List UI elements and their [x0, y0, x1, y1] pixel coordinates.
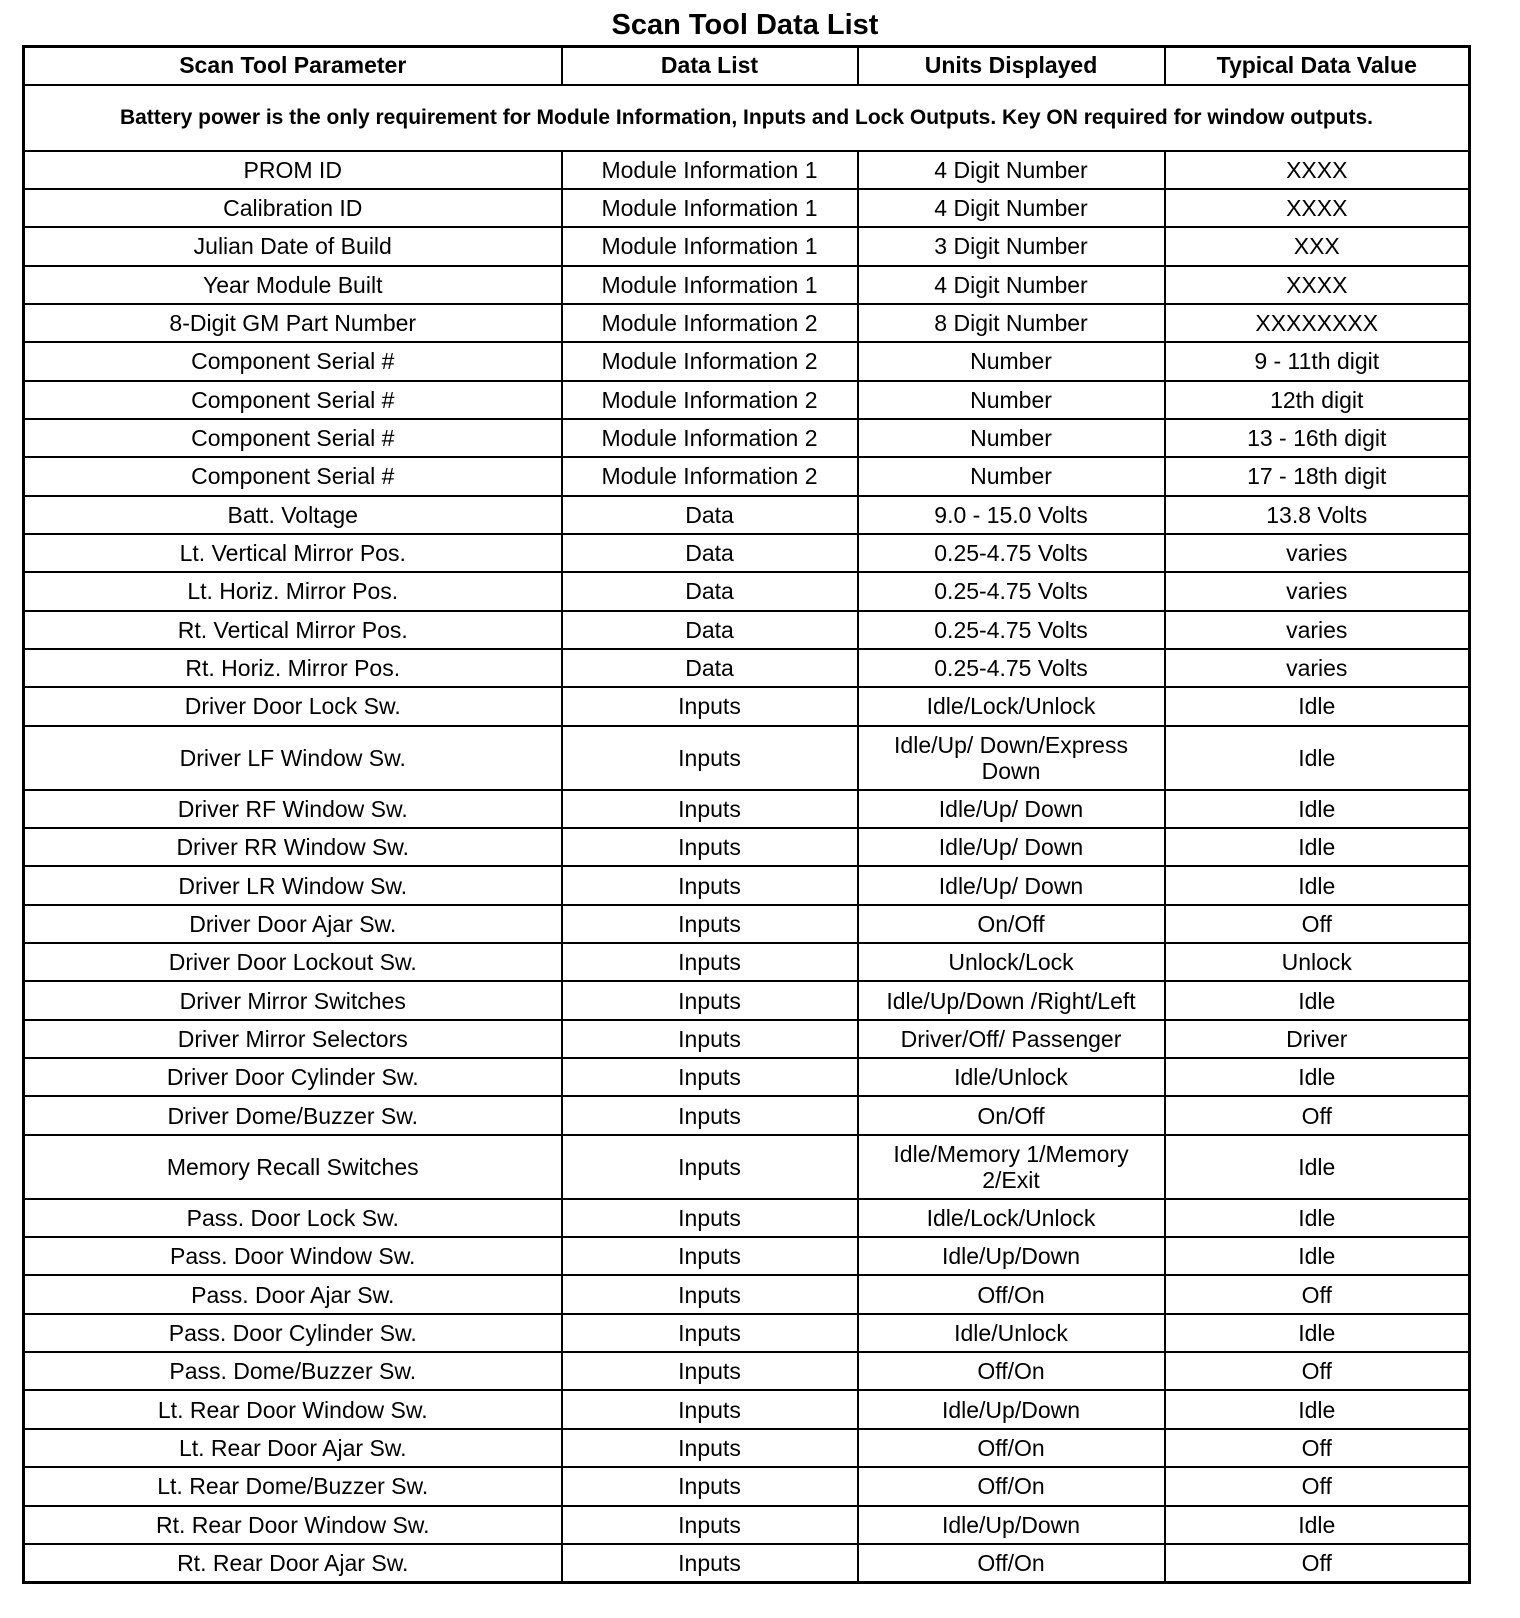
cell-parameter: Lt. Vertical Mirror Pos.	[24, 534, 562, 572]
cell-parameter: Driver RF Window Sw.	[24, 790, 562, 828]
cell-typical-value: varies	[1165, 534, 1470, 572]
cell-units: Idle/Up/Down /Right/Left	[858, 981, 1165, 1019]
cell-units: 0.25-4.75 Volts	[858, 649, 1165, 687]
cell-typical-value: Idle	[1165, 1390, 1470, 1428]
cell-units: 0.25-4.75 Volts	[858, 611, 1165, 649]
cell-data-list: Inputs	[562, 1275, 858, 1313]
cell-parameter: Pass. Door Ajar Sw.	[24, 1275, 562, 1313]
cell-units: Idle/Up/ Down	[858, 866, 1165, 904]
column-header-parameter: Scan Tool Parameter	[24, 47, 562, 85]
cell-data-list: Data	[562, 649, 858, 687]
cell-units: Number	[858, 457, 1165, 495]
table-row	[24, 534, 1470, 572]
cell-units: Off/On	[858, 1275, 1165, 1313]
cell-data-list: Module Information 1	[562, 227, 858, 265]
cell-units: Number	[858, 342, 1165, 380]
table-row	[24, 943, 1470, 981]
cell-data-list: Data	[562, 534, 858, 572]
cell-parameter: Pass. Door Cylinder Sw.	[24, 1314, 562, 1352]
cell-data-list: Inputs	[562, 1544, 858, 1582]
note-row	[24, 85, 1470, 151]
cell-data-list: Inputs	[562, 1314, 858, 1352]
cell-parameter: Calibration ID	[24, 189, 562, 227]
cell-typical-value: Off	[1165, 1352, 1470, 1390]
table-row	[24, 304, 1470, 342]
cell-typical-value: Off	[1165, 905, 1470, 943]
cell-data-list: Module Information 2	[562, 419, 858, 457]
cell-typical-value: Idle	[1165, 1237, 1470, 1275]
cell-data-list: Module Information 1	[562, 189, 858, 227]
table-row	[24, 790, 1470, 828]
table-row	[24, 381, 1470, 419]
cell-typical-value: varies	[1165, 611, 1470, 649]
cell-typical-value: varies	[1165, 649, 1470, 687]
column-header-units: Units Displayed	[858, 47, 1165, 85]
cell-typical-value: Idle	[1165, 1314, 1470, 1352]
cell-units: Idle/Up/ Down	[858, 790, 1165, 828]
cell-typical-value: Idle	[1165, 687, 1470, 725]
table-row	[24, 1199, 1470, 1237]
cell-parameter: Driver Door Lockout Sw.	[24, 943, 562, 981]
cell-data-list: Inputs	[562, 981, 858, 1019]
cell-data-list: Inputs	[562, 905, 858, 943]
table-body	[24, 85, 1470, 1583]
cell-units: Idle/Up/Down	[858, 1390, 1165, 1428]
cell-data-list: Module Information 1	[562, 266, 858, 304]
column-header-typical-value: Typical Data Value	[1165, 47, 1470, 85]
cell-parameter: Component Serial #	[24, 381, 562, 419]
table-row	[24, 1135, 1470, 1199]
cell-data-list: Module Information 2	[562, 342, 858, 380]
cell-typical-value: 9 - 11th digit	[1165, 342, 1470, 380]
cell-parameter: Pass. Door Lock Sw.	[24, 1199, 562, 1237]
cell-data-list: Inputs	[562, 1506, 858, 1544]
cell-parameter: 8-Digit GM Part Number	[24, 304, 562, 342]
cell-units: Driver/Off/ Passenger	[858, 1020, 1165, 1058]
cell-parameter: Driver Mirror Switches	[24, 981, 562, 1019]
table-row	[24, 1314, 1470, 1352]
cell-typical-value: 12th digit	[1165, 381, 1470, 419]
cell-parameter: Rt. Horiz. Mirror Pos.	[24, 649, 562, 687]
cell-parameter: Driver LR Window Sw.	[24, 866, 562, 904]
cell-typical-value: XXXXXXXX	[1165, 304, 1470, 342]
cell-parameter: Component Serial #	[24, 457, 562, 495]
cell-data-list: Inputs	[562, 1429, 858, 1467]
table-row	[24, 572, 1470, 610]
cell-typical-value: XXX	[1165, 227, 1470, 265]
page-title: Scan Tool Data List	[611, 9, 879, 41]
table-row	[24, 866, 1470, 904]
cell-data-list: Inputs	[562, 1467, 858, 1505]
cell-data-list: Inputs	[562, 1199, 858, 1237]
cell-parameter: Julian Date of Build	[24, 227, 562, 265]
cell-parameter: Lt. Rear Dome/Buzzer Sw.	[24, 1467, 562, 1505]
table-row	[24, 1096, 1470, 1134]
cell-typical-value: 17 - 18th digit	[1165, 457, 1470, 495]
table-row	[24, 342, 1470, 380]
cell-typical-value: Idle	[1165, 828, 1470, 866]
table-row	[24, 905, 1470, 943]
cell-parameter: Rt. Rear Door Ajar Sw.	[24, 1544, 562, 1582]
cell-units: Off/On	[858, 1467, 1165, 1505]
cell-parameter: Lt. Rear Door Window Sw.	[24, 1390, 562, 1428]
cell-typical-value: Idle	[1165, 790, 1470, 828]
table-row	[24, 649, 1470, 687]
table-row	[24, 419, 1470, 457]
cell-typical-value: Off	[1165, 1429, 1470, 1467]
cell-units: Off/On	[858, 1544, 1165, 1582]
cell-parameter: Pass. Door Window Sw.	[24, 1237, 562, 1275]
cell-units: 3 Digit Number	[858, 227, 1165, 265]
cell-typical-value: Driver	[1165, 1020, 1470, 1058]
cell-units: Unlock/Lock	[858, 943, 1165, 981]
cell-data-list: Inputs	[562, 866, 858, 904]
cell-parameter: Lt. Horiz. Mirror Pos.	[24, 572, 562, 610]
cell-units: Off/On	[858, 1429, 1165, 1467]
cell-data-list: Inputs	[562, 687, 858, 725]
cell-units: 4 Digit Number	[858, 151, 1165, 189]
cell-units: Idle/Unlock	[858, 1314, 1165, 1352]
cell-data-list: Module Information 2	[562, 381, 858, 419]
table-row	[24, 611, 1470, 649]
table-row	[24, 1467, 1470, 1505]
cell-parameter: Pass. Dome/Buzzer Sw.	[24, 1352, 562, 1390]
cell-parameter: Driver LF Window Sw.	[24, 726, 562, 790]
cell-typical-value: Idle	[1165, 866, 1470, 904]
cell-parameter: PROM ID	[24, 151, 562, 189]
cell-parameter: Component Serial #	[24, 342, 562, 380]
cell-parameter: Batt. Voltage	[24, 496, 562, 534]
table-row	[24, 227, 1470, 265]
cell-typical-value: Unlock	[1165, 943, 1470, 981]
header-row	[24, 47, 1470, 85]
cell-data-list: Inputs	[562, 1390, 858, 1428]
cell-units: Number	[858, 381, 1165, 419]
cell-units: Idle/Memory 1/Memory 2/Exit	[858, 1135, 1165, 1199]
cell-data-list: Inputs	[562, 943, 858, 981]
cell-parameter: Component Serial #	[24, 419, 562, 457]
cell-units: Idle/Up/ Down	[858, 828, 1165, 866]
cell-parameter: Driver Door Ajar Sw.	[24, 905, 562, 943]
table-row	[24, 189, 1470, 227]
cell-typical-value: Idle	[1165, 1058, 1470, 1096]
scan-tool-data-table	[22, 45, 1471, 1584]
table-row	[24, 1390, 1470, 1428]
cell-units: 0.25-4.75 Volts	[858, 534, 1165, 572]
cell-units: On/Off	[858, 905, 1165, 943]
cell-parameter: Driver Door Cylinder Sw.	[24, 1058, 562, 1096]
cell-data-list: Inputs	[562, 726, 858, 790]
table-row	[24, 726, 1470, 790]
cell-parameter: Driver RR Window Sw.	[24, 828, 562, 866]
cell-units: On/Off	[858, 1096, 1165, 1134]
cell-data-list: Module Information 2	[562, 304, 858, 342]
cell-data-list: Module Information 1	[562, 151, 858, 189]
cell-units: 0.25-4.75 Volts	[858, 572, 1165, 610]
cell-data-list: Inputs	[562, 790, 858, 828]
cell-units: Number	[858, 419, 1165, 457]
table-row	[24, 1058, 1470, 1096]
table-row	[24, 1544, 1470, 1582]
cell-data-list: Data	[562, 496, 858, 534]
table-row	[24, 496, 1470, 534]
table-row	[24, 1506, 1470, 1544]
cell-typical-value: 13 - 16th digit	[1165, 419, 1470, 457]
cell-data-list: Data	[562, 572, 858, 610]
cell-data-list: Inputs	[562, 1096, 858, 1134]
table-row	[24, 457, 1470, 495]
cell-typical-value: XXXX	[1165, 266, 1470, 304]
cell-data-list: Inputs	[562, 828, 858, 866]
cell-parameter: Driver Mirror Selectors	[24, 1020, 562, 1058]
cell-data-list: Module Information 2	[562, 457, 858, 495]
cell-typical-value: Idle	[1165, 1135, 1470, 1199]
cell-units: 4 Digit Number	[858, 189, 1165, 227]
cell-parameter: Driver Door Lock Sw.	[24, 687, 562, 725]
cell-typical-value: Idle	[1165, 1506, 1470, 1544]
cell-typical-value: XXXX	[1165, 189, 1470, 227]
cell-units: Idle/Up/ Down/Express Down	[858, 726, 1165, 790]
table-row	[24, 828, 1470, 866]
table-row	[24, 151, 1470, 189]
cell-typical-value: varies	[1165, 572, 1470, 610]
cell-data-list: Data	[562, 611, 858, 649]
table-row	[24, 266, 1470, 304]
cell-units: Idle/Lock/Unlock	[858, 1199, 1165, 1237]
cell-parameter: Year Module Built	[24, 266, 562, 304]
cell-typical-value: Off	[1165, 1275, 1470, 1313]
column-header-data-list: Data List	[562, 47, 858, 85]
cell-units: Idle/Lock/Unlock	[858, 687, 1165, 725]
cell-parameter: Driver Dome/Buzzer Sw.	[24, 1096, 562, 1134]
cell-units: 4 Digit Number	[858, 266, 1165, 304]
cell-units: 9.0 - 15.0 Volts	[858, 496, 1165, 534]
table-row	[24, 687, 1470, 725]
cell-units: Off/On	[858, 1352, 1165, 1390]
cell-parameter: Rt. Rear Door Window Sw.	[24, 1506, 562, 1544]
cell-parameter: Lt. Rear Door Ajar Sw.	[24, 1429, 562, 1467]
cell-data-list: Inputs	[562, 1237, 858, 1275]
cell-typical-value: XXXX	[1165, 151, 1470, 189]
cell-typical-value: Idle	[1165, 726, 1470, 790]
cell-parameter: Rt. Vertical Mirror Pos.	[24, 611, 562, 649]
requirement-note: Battery power is the only requirement for Module Information, Inputs and Lock Outputs. Key ON required for window outputs.	[24, 85, 1470, 151]
table-row	[24, 981, 1470, 1019]
cell-parameter: Memory Recall Switches	[24, 1135, 562, 1199]
table-row	[24, 1020, 1470, 1058]
table-row	[24, 1429, 1470, 1467]
cell-units: Idle/Unlock	[858, 1058, 1165, 1096]
cell-typical-value: Idle	[1165, 1199, 1470, 1237]
table-row	[24, 1275, 1470, 1313]
cell-units: 8 Digit Number	[858, 304, 1165, 342]
cell-typical-value: Idle	[1165, 981, 1470, 1019]
cell-typical-value: Off	[1165, 1467, 1470, 1505]
cell-data-list: Inputs	[562, 1352, 858, 1390]
cell-units: Idle/Up/Down	[858, 1237, 1165, 1275]
cell-data-list: Inputs	[562, 1020, 858, 1058]
cell-typical-value: 13.8 Volts	[1165, 496, 1470, 534]
table-row	[24, 1237, 1470, 1275]
table-row	[24, 1352, 1470, 1390]
cell-units: Idle/Up/Down	[858, 1506, 1165, 1544]
cell-typical-value: Off	[1165, 1096, 1470, 1134]
cell-data-list: Inputs	[562, 1058, 858, 1096]
cell-data-list: Inputs	[562, 1135, 858, 1199]
cell-typical-value: Off	[1165, 1544, 1470, 1582]
